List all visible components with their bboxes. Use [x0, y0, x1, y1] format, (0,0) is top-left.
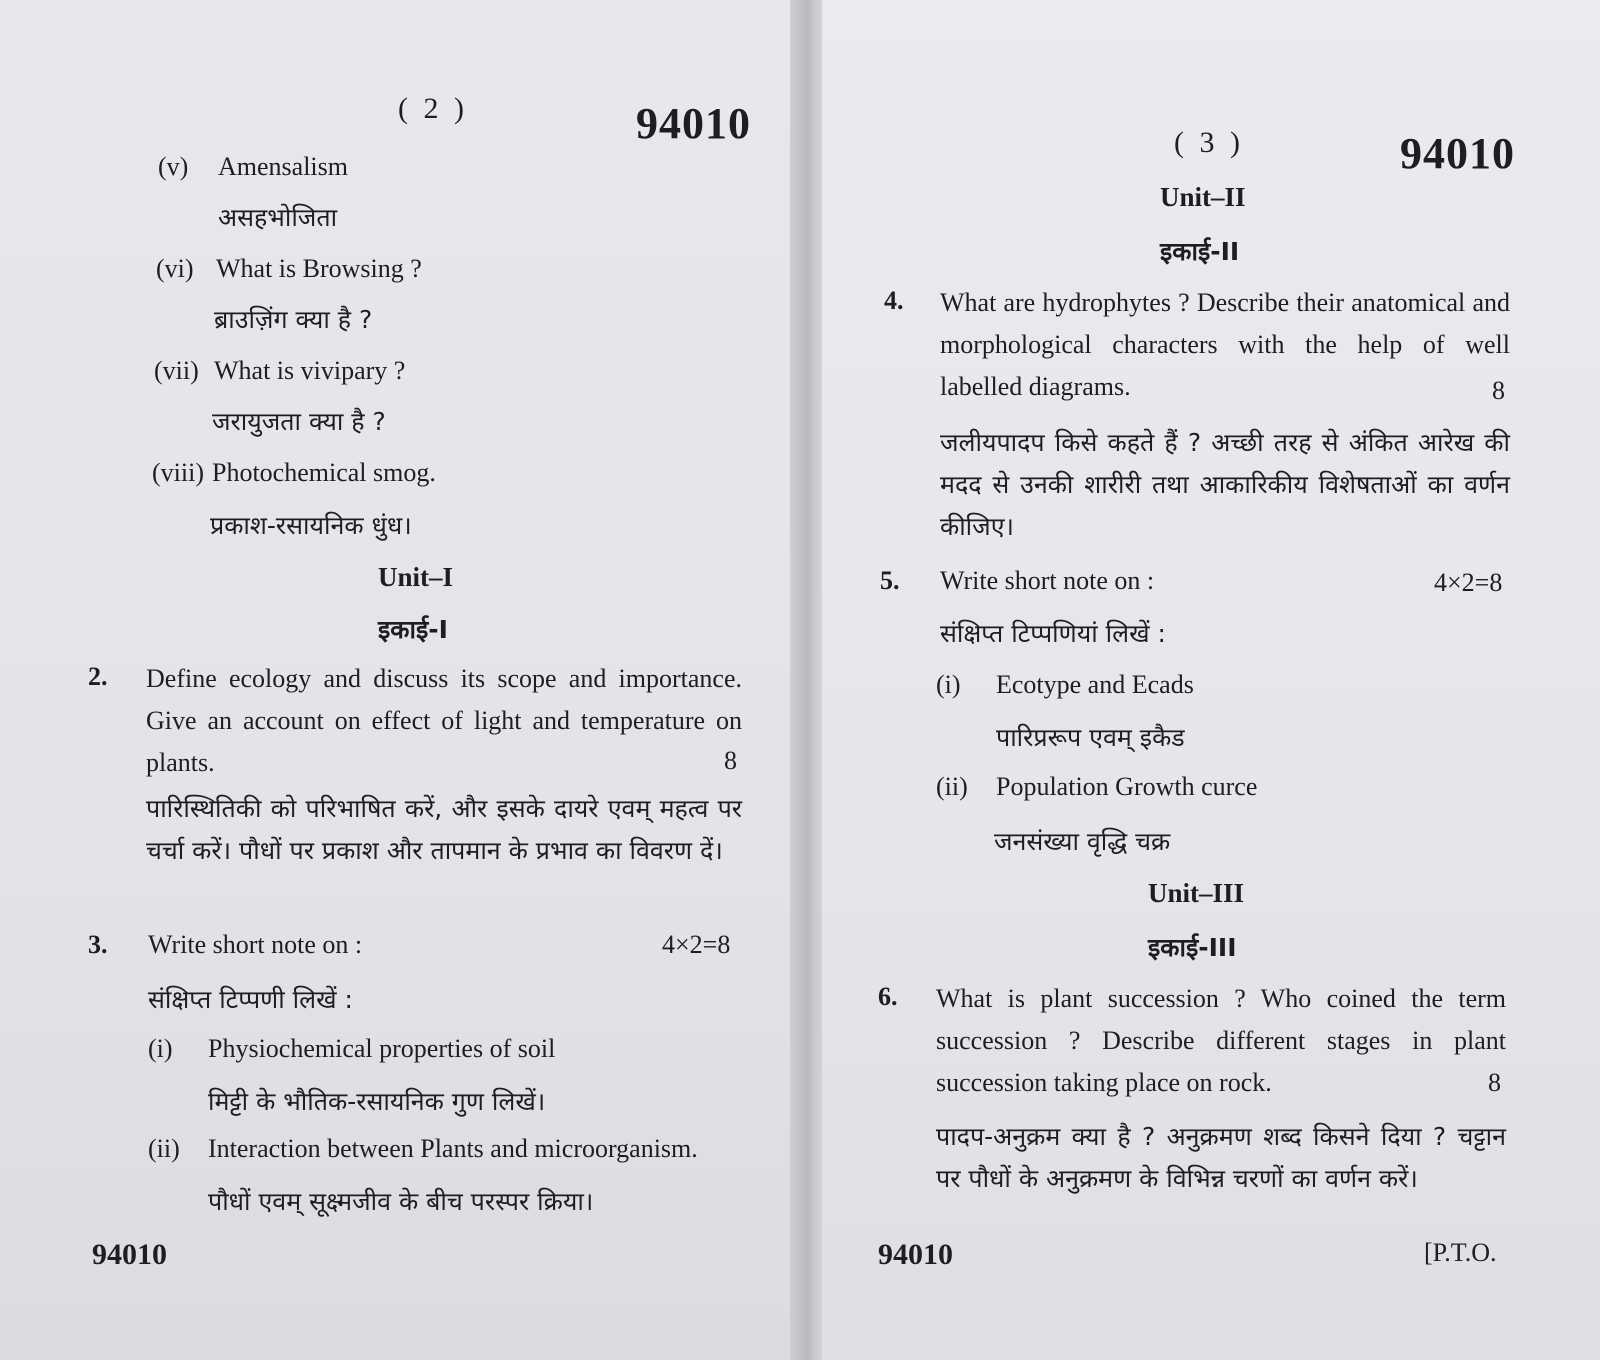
- question-text-hi: संक्षिप्त टिप्पणी लिखें :: [148, 985, 353, 1014]
- question-marks: 4×2=8: [662, 930, 731, 959]
- question-text-hi: जलीयपादप किसे कहते हैं ? अच्छी तरह से अंकित आरेख की मदद से उनकी शारीरी तथा आकारिकीय विशेषताओं का वर्णन कीजिए।: [940, 428, 1510, 541]
- question-text-en: Write short note on :: [148, 930, 363, 959]
- question-marks: 8: [1488, 1068, 1501, 1097]
- page-number: ( 3 ): [1174, 126, 1244, 159]
- item-text-en: What is vivipary ?: [214, 356, 406, 385]
- item-label: (i): [936, 670, 961, 699]
- question-marks: 8: [724, 746, 737, 775]
- item-text-hi: पारिप्ररूप एवम् इकैड: [996, 723, 1185, 752]
- question-text-en: What is plant succession ? Who coined the term succession ? Describe different stages in plant succession taking place on rock.: [936, 984, 1506, 1097]
- item-label: (ii): [148, 1134, 180, 1163]
- item-text-en: Population Growth curce: [996, 772, 1258, 801]
- question-number: 3.: [88, 930, 108, 959]
- unit-heading: Unit–I: [378, 562, 454, 592]
- item-text-en: Interaction between Plants and microorganism.: [208, 1134, 698, 1163]
- item-label: (viii): [152, 458, 204, 487]
- question-number: 5.: [880, 566, 900, 595]
- item-text-hi: जनसंख्या वृद्धि चक्र: [994, 827, 1171, 856]
- item-text-en: What is Browsing ?: [216, 254, 422, 283]
- unit-heading-hi: इकाई-III: [1148, 933, 1237, 962]
- item-text-hi: प्रकाश-रसायनिक धुंध।: [210, 511, 412, 540]
- question-text-en: Write short note on :: [940, 566, 1155, 595]
- question-text-en: What are hydrophytes ? Describe their anatomical and morphological characters with the help of well labelled diagrams.: [940, 288, 1510, 401]
- item-text-en: Amensalism: [218, 152, 348, 181]
- unit-heading: Unit–II: [1160, 182, 1246, 212]
- question-number: 2.: [88, 662, 108, 691]
- left-page: [0, 0, 798, 1360]
- pto-note: [P.T.O.: [1424, 1238, 1497, 1267]
- unit-heading-hi: इकाई-II: [1160, 237, 1240, 266]
- item-text-hi: असहभोजिता: [218, 203, 338, 232]
- item-label: (ii): [936, 772, 968, 801]
- unit-heading-hi: इकाई-I: [378, 615, 448, 644]
- question-number: 4.: [884, 286, 904, 315]
- paper-code: 94010: [1400, 129, 1515, 178]
- page-number: ( 2 ): [398, 92, 468, 125]
- paper-code: 94010: [636, 99, 751, 148]
- item-text-hi: ब्राउज़िंग क्या है ?: [214, 305, 373, 334]
- item-text-hi: पौधों एवम् सूक्ष्मजीव के बीच परस्पर क्रिया।: [208, 1187, 594, 1216]
- footer-paper-code: 94010: [92, 1238, 167, 1271]
- question-text-hi: पारिस्थितिकी को परिभाषित करें, और इसके दायरे एवम् महत्व पर चर्चा करें। पौधों पर प्रकाश और तापमान के प्रभाव का विवरण दें।: [146, 794, 742, 865]
- question-text-hi: संक्षिप्त टिप्पणियां लिखें :: [940, 619, 1166, 648]
- item-label: (vi): [156, 254, 194, 283]
- item-text-en: Physiochemical properties of soil: [208, 1034, 556, 1063]
- item-text-hi: जरायुजता क्या है ?: [212, 407, 386, 436]
- question-marks: 8: [1492, 376, 1505, 405]
- question-number: 6.: [878, 982, 898, 1011]
- item-text-hi: मिट्टी के भौतिक-रसायनिक गुण लिखें।: [208, 1087, 546, 1116]
- unit-heading: Unit–III: [1148, 878, 1245, 908]
- item-label: (vii): [154, 356, 199, 385]
- item-text-en: Ecotype and Ecads: [996, 670, 1194, 699]
- question-text-en: Define ecology and discuss its scope and importance. Give an account on effect of light and temperature on plants.: [146, 664, 742, 777]
- item-text-en: Photochemical smog.: [212, 458, 436, 487]
- right-page: [822, 0, 1600, 1360]
- question-marks: 4×2=8: [1434, 568, 1503, 597]
- footer-paper-code: 94010: [878, 1238, 953, 1271]
- item-label: (i): [148, 1034, 173, 1063]
- item-label: (v): [158, 152, 189, 181]
- question-text-hi: पादप-अनुक्रम क्या है ? अनुक्रमण शब्द किसने दिया ? चट्टान पर पौधों के अनुक्रमण के विभिन्न चरणों का वर्णन करें।: [936, 1122, 1506, 1193]
